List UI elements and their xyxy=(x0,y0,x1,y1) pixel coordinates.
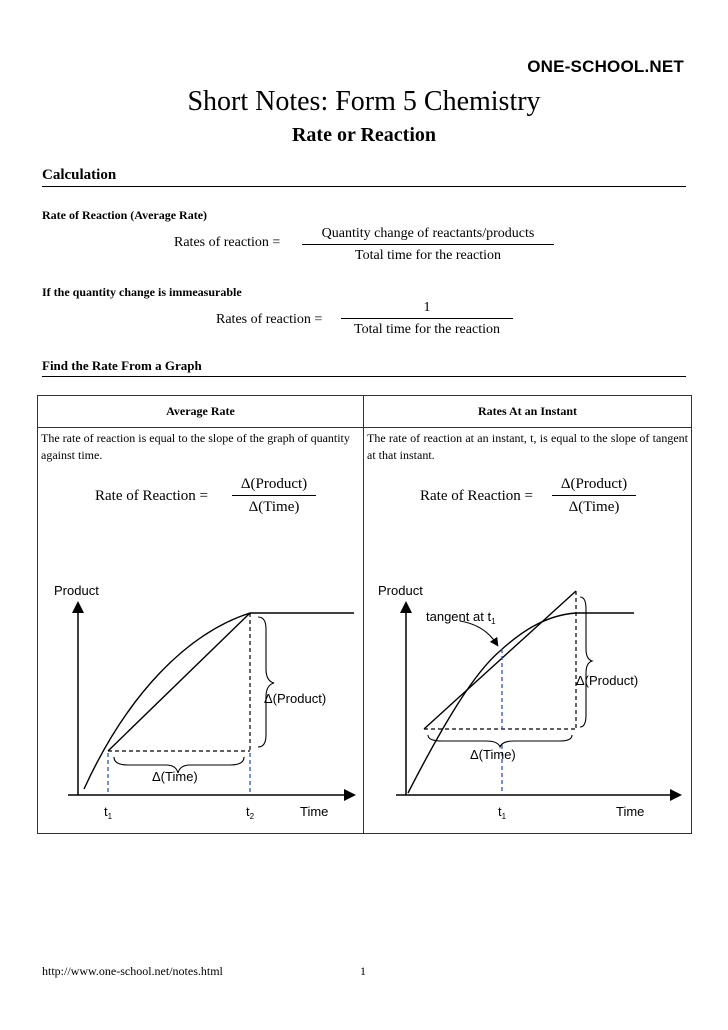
formula-numerator: Δ(Product) xyxy=(552,476,636,496)
immeasurable-eq-label: Rates of reaction = xyxy=(216,312,323,327)
immeasurable-fraction xyxy=(341,300,513,338)
time-brace xyxy=(428,735,572,747)
average-rate-heading: Rate of Reaction (Average Rate) xyxy=(42,208,208,222)
y-axis-label: Product xyxy=(54,583,99,598)
footer-url[interactable]: http://www.one-school.net/notes.html xyxy=(42,964,223,978)
page-number: 1 xyxy=(360,964,366,978)
dproduct-label: Δ(Product) xyxy=(264,691,327,706)
instant-rate-description: The rate of reaction at an instant, t, is equal to the slope of tangent at that instant. xyxy=(367,431,688,462)
instant-rate-formula xyxy=(364,476,691,526)
product-brace xyxy=(258,617,274,747)
dtime-label: Δ(Time) xyxy=(152,769,198,784)
formula-denominator: Δ(Time) xyxy=(568,499,620,515)
average-rate-description: The rate of reaction is equal to the slope of the graph of quantity against time. xyxy=(41,431,350,462)
fraction-denominator: Total time for the reaction xyxy=(355,248,501,263)
tangent-label: tangent at $t_1$ xyxy=(426,609,496,626)
formula-numerator: Δ(Product) xyxy=(232,476,316,496)
page-subtitle: Rate or Reaction xyxy=(291,124,437,146)
formula-label: Rate of Reaction = xyxy=(420,488,534,504)
secant-line xyxy=(108,613,250,751)
product-brace xyxy=(580,597,592,727)
cell-instant-rate xyxy=(364,428,692,834)
rate-comparison-table xyxy=(37,395,692,834)
average-rate-graph xyxy=(38,533,364,833)
dproduct-label: Δ(Product) xyxy=(576,673,639,688)
dtime-label: Δ(Time) xyxy=(470,747,516,762)
page-title: Short Notes: Form 5 Chemistry xyxy=(187,86,541,117)
formula-fraction xyxy=(552,476,636,516)
t1-label: $t_1$ xyxy=(498,804,507,821)
section-heading-calculation: Calculation xyxy=(42,167,686,187)
instant-rate-graph xyxy=(364,533,692,833)
header-instant-rate: Rates At an Instant xyxy=(364,396,692,428)
average-rate-fraction xyxy=(302,226,554,264)
section-heading-find-rate: Find the Rate From a Graph xyxy=(42,358,686,377)
formula-label: Rate of Reaction = xyxy=(95,488,209,504)
immeasurable-heading: If the quantity change is immeasurable xyxy=(42,285,242,299)
x-axis-label: Time xyxy=(300,804,329,819)
t2-label: $t_2$ xyxy=(246,804,255,821)
y-axis-label: Product xyxy=(378,583,423,598)
cell-average-rate xyxy=(38,428,364,834)
formula-fraction xyxy=(232,476,316,516)
x-axis-label: Time xyxy=(616,804,645,819)
average-rate-eq-label: Rates of reaction = xyxy=(174,235,281,250)
average-rate-formula xyxy=(38,476,363,526)
header-average-rate: Average Rate xyxy=(38,396,364,428)
site-brand: ONE-SCHOOL.NET xyxy=(527,57,684,76)
t1-label: $t_1$ xyxy=(104,804,113,821)
fraction-numerator: 1 xyxy=(341,300,513,319)
fraction-numerator: Quantity change of reactants/products xyxy=(302,226,554,245)
fraction-denominator: Total time for the reaction xyxy=(354,322,500,337)
formula-denominator: Δ(Time) xyxy=(248,499,300,515)
